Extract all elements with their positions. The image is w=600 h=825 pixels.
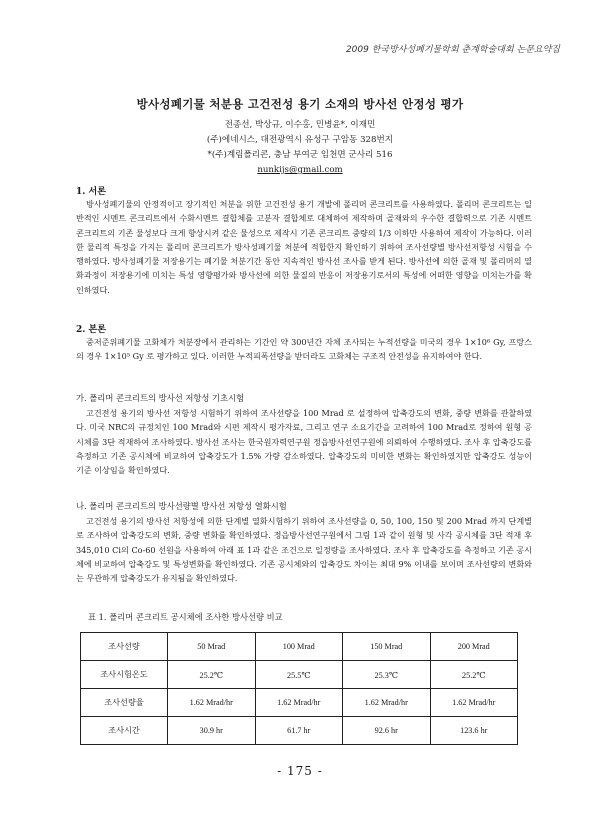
table-cell: 30.9 hr (168, 717, 256, 745)
table-header-cell: 200 Mrad (430, 633, 518, 661)
table-cell: 25.3℃ (343, 661, 431, 689)
section-heading-body: 2. 본론 (76, 325, 106, 335)
table-cell: 1.62 Mrad/hr (343, 689, 431, 717)
table-cell: 25.5℃ (255, 661, 343, 689)
table-header-cell: 100 Mrad (255, 633, 343, 661)
table-row-label: 조사시간 (81, 717, 168, 745)
table-cell: 25.2℃ (168, 661, 256, 689)
running-header: 2009 한국방사성폐기물학회 춘계학술대회 논문요약집 (345, 45, 560, 55)
intro-paragraph: 방사성폐기물의 안정적이고 장기적인 처분을 위한 고건전성 용기 개발에 폴리머 콘크리트를 사용하였다. 폴리머 콘크리트는 일반적인 시멘트 콘크리트에서 수화시멘트 결합체를 고분자 결합체로 대체하여 제작하며 골재와의 우수한 결합력으로 기존 시멘트 콘크리트의 기존 물성보다 크게 향상시켜 같은 물성으로 제작시 기존 콘크리트 중량의 1/3 이하만 사용하여 제작이 가능하다. 이러한 물리적 특정을 가지는 폴리머 콘크리트가 방사성폐기물 처분에 적합한지 확인하기 위하여 조사선량별 방사선저항성 시험을 수행하였다. 방사성폐기물 저장용기는 폐기물 처분기간 동안 지속적인 방사선 조사를 받게 된다. 방사선에 의한 골재 및 폴리머의 열화과정이 저장용기에 미치는 특성 영향평가와 방사선에 의한 물질의 반응이 저장용기로서의 특성에 어떠한 영향을 미치는가를 확인하였다. (76, 199, 532, 295)
table-cell: 1.62 Mrad/hr (430, 689, 518, 717)
table-row (81, 717, 518, 745)
body-paragraph-1: 중저준위폐기물 고화체가 처분장에서 관리하는 기간인 약 300년간 자체 조사되는 누적선량을 미국의 경우 1×10⁶ Gy, 프랑스의 경우 1×10⁵ Gy 로 평가하고 있다. 이러한 누적피폭선량을 받더라도 고화체는 구조적 안전성을 유지하여야 한다. (76, 337, 532, 362)
table-header-row (81, 633, 518, 661)
subsection-b-paragraph: 고건전성 용기의 방사선 저항성에 의한 단계별 열화시험하기 위하여 조사선량을 0, 50, 100, 150 및 200 Mrad 까지 단계별로 조사하여 압축강도의 변화, 중량 변화를 확인하였다. 정읍방사선연구원에서 그림 1과 같이 원형 및 사각 공시체를 3단 적재 후 345,010 Ci의 Co-60 선원을 사용하여 아래 표 1과 같은 조건으로 일정량을 조사하였다. 조사 후 압축강도를 측정하고 기존 공시체에 비교하여 압축강도 및 특성변화를 확인하였다. 기존 공시체와의 압축강도 차이는 최대 9% 이내를 보이며 조사선량의 변화와는 무관하게 압축강도가 유지됨을 확인하였다. (76, 516, 532, 584)
dose-comparison-table (80, 632, 518, 745)
subsection-a-paragraph: 고건전성 용기의 방사선 저항성 시험하기 위하여 조사선량을 100 Mrad 로 설정하여 압축강도의 변화, 중량 변화를 관찰하였다. 미국 NRC의 규정치인 100 Mrad와 시편 제작시 평가자료, 그리고 연구 소요기간을 고려하여 100 Mrad로 정하여 원형 공시체를 3단 적재하여 조사하였다. 방사선 조사는 한국원자력연구원 정읍방사선연구원에 의뢰하여 수행하였다. 조사 후 압축강도를 측정하고 기존 공시체에 비교하여 압축강도가 1.5% 가량 감소하였다. 압축강도의 미비한 변화는 확인하였지만 압축강도 성능이 기준 이상임을 확인하였다. (76, 408, 532, 476)
table-cell: 92.6 hr (343, 717, 431, 745)
section-heading-intro: 1. 서론 (76, 187, 106, 197)
table-cell: 1.62 Mrad/hr (255, 689, 343, 717)
table-cell: 1.62 Mrad/hr (168, 689, 256, 717)
table-row (81, 661, 518, 689)
table-cell: 123.6 hr (430, 717, 518, 745)
page-number: - 175 - (277, 764, 323, 778)
subsection-heading-b: 나. 폴리머 콘크리트의 방사선량별 방사선 저항성 열화시험 (76, 501, 287, 511)
table-header-cell: 50 Mrad (168, 633, 256, 661)
affiliation-2: *(주)계림폴리콘, 충남 부여군 임천면 군사리 516 (207, 150, 393, 160)
table-header-cell: 조사선량 (81, 633, 168, 661)
subsection-heading-a: 가. 폴리머 콘크리트의 방사선 저항성 기초시험 (76, 393, 245, 403)
table-row-label: 조사선량율 (81, 689, 168, 717)
table-header-cell: 150 Mrad (343, 633, 431, 661)
author-block (0, 118, 600, 178)
author-names: 전종선, 박상규, 이수홍, 민병윤*, 이재민 (224, 120, 376, 130)
table-row (81, 689, 518, 717)
paper-title: 방사성폐기물 처분용 고건전성 용기 소재의 방사선 안정성 평가 (136, 97, 464, 111)
table-caption: 표 1. 폴리머 콘크리트 공시체에 조사한 방사선량 비교 (88, 612, 283, 622)
table-cell: 25.2℃ (430, 661, 518, 689)
affiliation-1: (주)에네시스, 대전광역시 유성구 구암동 328번지 (206, 135, 394, 145)
table-cell: 61.7 hr (255, 717, 343, 745)
author-email[interactable]: nunkijs@gmail.com (257, 165, 343, 175)
table-row-label: 조사시험온도 (81, 661, 168, 689)
